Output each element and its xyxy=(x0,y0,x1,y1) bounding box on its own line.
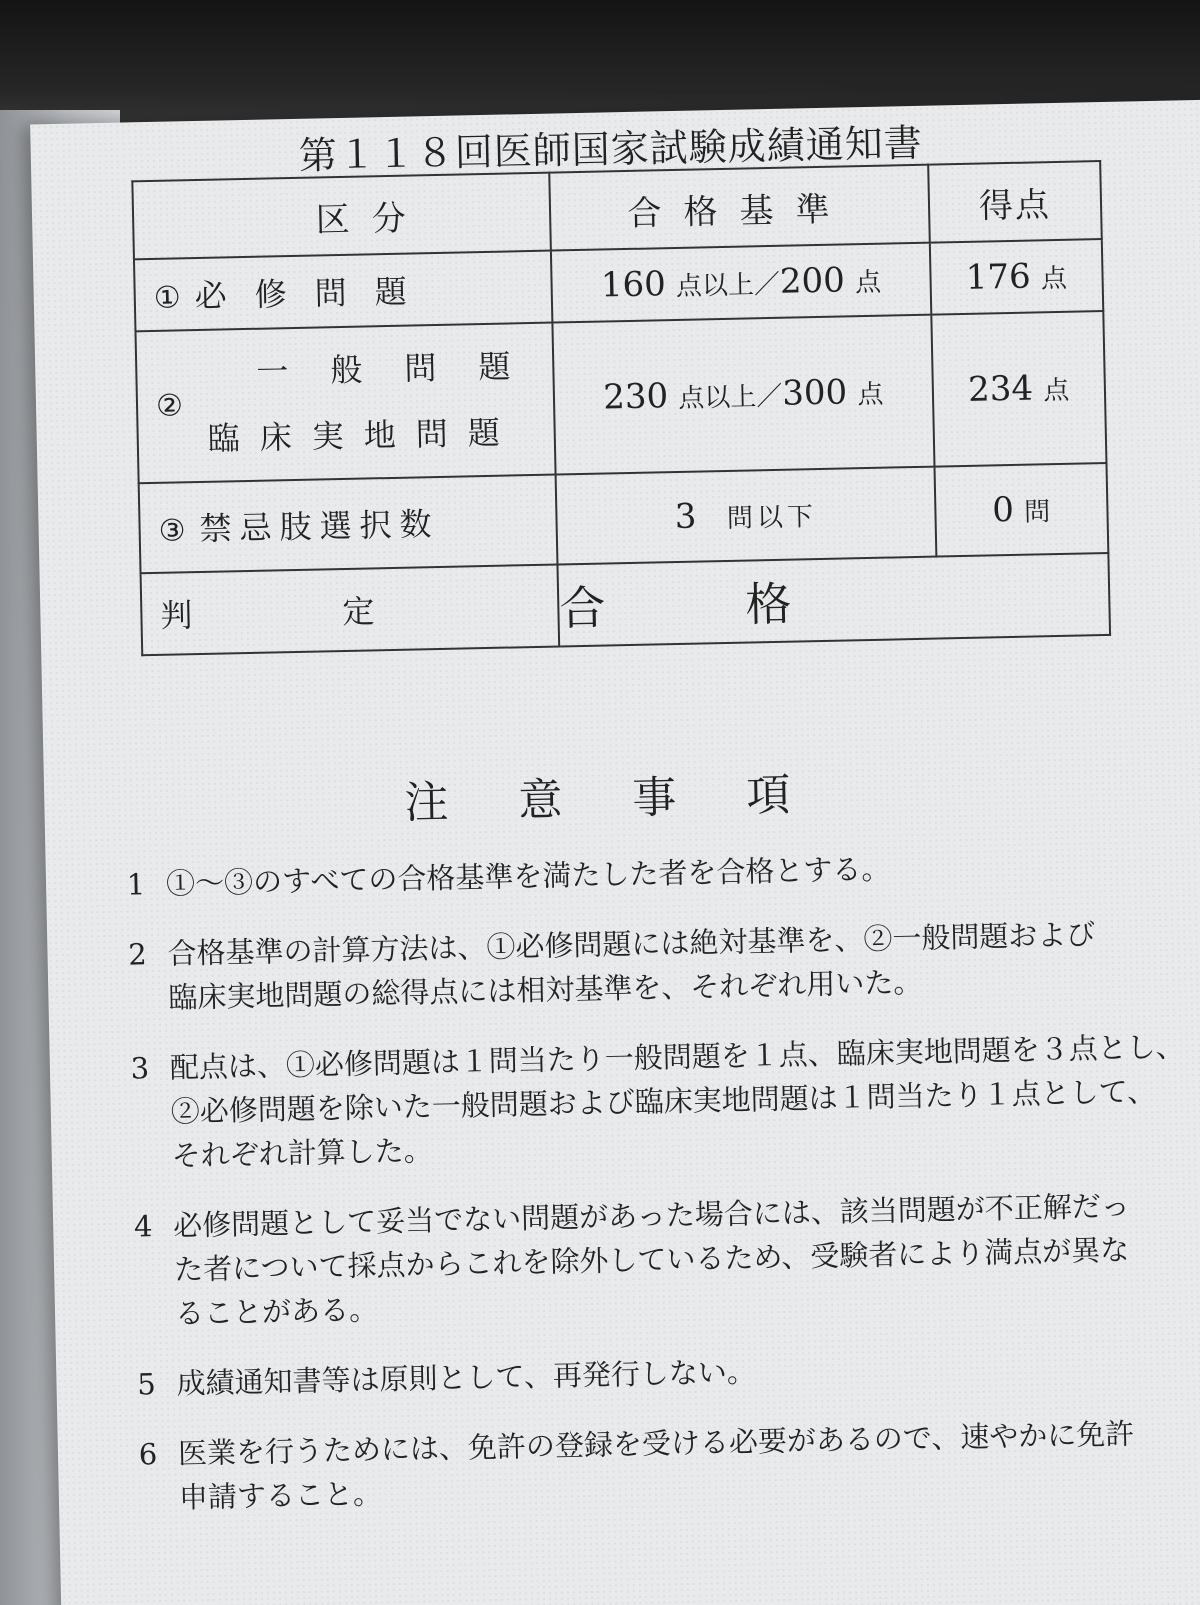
criterion-value: 3 xyxy=(674,496,697,538)
score-unit: 点 xyxy=(1042,375,1070,407)
header-criterion: 合格基準 xyxy=(549,165,929,251)
header-score: 得点 xyxy=(928,161,1102,243)
note-number: 1 xyxy=(126,867,146,902)
note-number: 6 xyxy=(138,1437,158,1472)
list-item xyxy=(109,1025,1186,1179)
criterion-max-unit: 点 xyxy=(854,267,882,299)
criterion-unit: 点以上／ xyxy=(678,381,783,414)
criterion-cell xyxy=(551,243,931,323)
category-label-line1: 一般問題 xyxy=(256,346,553,391)
category-cell xyxy=(139,475,558,574)
note-text xyxy=(176,1341,1177,1406)
criterion-max: 300 xyxy=(781,372,848,414)
score-cell xyxy=(934,463,1108,557)
note-line: ①～③のすべての合格基準を満たした者を合格とする。 xyxy=(165,851,891,901)
notes-list xyxy=(106,841,1186,1547)
row-marker: ① xyxy=(153,280,182,316)
score-value: 176 xyxy=(965,256,1032,298)
note-line: た者について採点からこれを除外しているため、受験者により満点が異な xyxy=(173,1232,1130,1287)
row-marker: ③ xyxy=(158,513,186,549)
score-notice-sheet xyxy=(30,100,1200,1605)
note-number: 2 xyxy=(127,937,148,972)
category-label: 禁忌肢選択数 xyxy=(199,504,440,548)
judgement-result: 合格 xyxy=(558,553,1111,647)
judgement-label: 判定 xyxy=(141,565,560,656)
list-item xyxy=(113,1183,1176,1337)
criterion-unit: 問以下 xyxy=(726,502,818,534)
criterion-value: 230 xyxy=(602,376,669,418)
note-line: 臨床実地問題の総得点には相対基準を、それぞれ用いた。 xyxy=(168,964,923,1015)
criterion-unit: 点以上／ xyxy=(675,269,781,302)
note-number: 4 xyxy=(133,1209,153,1244)
score-unit: 点 xyxy=(1040,263,1068,295)
note-text xyxy=(178,1411,1180,1520)
criterion-value: 160 xyxy=(600,264,667,306)
list-item xyxy=(106,841,1167,907)
note-text xyxy=(166,841,1167,906)
list-item xyxy=(116,1341,1177,1407)
note-number: 3 xyxy=(130,1051,150,1086)
note-line: 配点は、①必修問題は１問当たり一般問題を１点、臨床実地問題を３点とし、 xyxy=(169,1029,1186,1085)
score-value: 0 xyxy=(991,489,1015,531)
table-row xyxy=(135,311,1106,483)
criterion-max: 200 xyxy=(779,260,846,302)
note-text xyxy=(169,1024,1187,1177)
score-cell xyxy=(929,239,1103,315)
score-unit: 問 xyxy=(1023,497,1051,528)
note-line: 必修問題として妥当でない問題があった場合には、該当問題が不正解だっ xyxy=(172,1188,1131,1243)
note-line: ②必修問題を除いた一般問題および臨床実地問題は１問当たり１点として、 xyxy=(170,1074,1157,1129)
category-label-line2: 臨床実地問題 xyxy=(207,413,521,458)
document-title: 第１１８回医師国家試験成績通知書 xyxy=(298,120,924,178)
notes-title: 注意事項 xyxy=(403,768,861,829)
criterion-max-unit: 点 xyxy=(857,379,884,411)
score-value: 234 xyxy=(967,368,1034,410)
note-line: 申請すること。 xyxy=(178,1476,383,1515)
category-cell xyxy=(134,251,553,332)
list-item xyxy=(118,1411,1180,1521)
note-line: 合格基準の計算方法は、①必修問題には絶対基準を、②一般問題および xyxy=(167,917,1096,971)
criterion-cell xyxy=(556,467,936,565)
category-label: 必修問題 xyxy=(194,272,436,316)
note-line: ることがある。 xyxy=(174,1292,379,1331)
score-cell xyxy=(931,311,1107,467)
note-number: 5 xyxy=(136,1367,157,1402)
list-item xyxy=(107,911,1169,1021)
note-line: 成績通知書等は原則として、再発行しない。 xyxy=(176,1354,757,1401)
category-label xyxy=(206,333,555,472)
note-line: 医業を行うためには、免許の登録を受ける必要があるので、速やかに免許 xyxy=(177,1416,1135,1471)
note-text xyxy=(167,911,1169,1020)
criterion-cell xyxy=(552,315,934,475)
note-line: それぞれ計算した。 xyxy=(171,1133,434,1173)
row-marker: ② xyxy=(155,387,184,424)
results-table xyxy=(131,160,1111,656)
note-text xyxy=(173,1183,1176,1336)
category-cell xyxy=(135,323,555,484)
header-category: 区分 xyxy=(132,173,551,260)
